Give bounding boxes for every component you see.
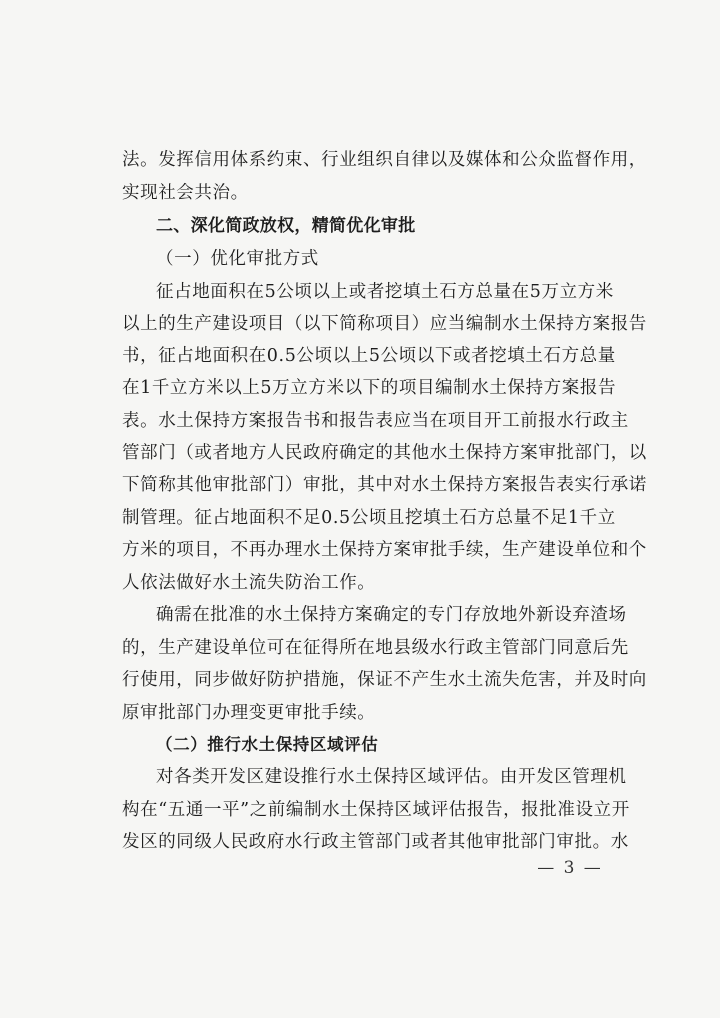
body-text-line: 下简称其他审批部门）审批，其中对水土保持方案报告表实行承诺 <box>122 475 647 495</box>
body-text-line: 发区的同级人民政府水行政主管部门或者其他审批部门审批。水 <box>122 832 629 852</box>
body-text-line: 构在“五通一平”之前编制水土保持区域评估报告，报批准设立开 <box>122 800 630 820</box>
subsection-heading: （二）推行水土保持区域评估 <box>156 735 379 754</box>
body-text-line: 行使用，同步做好防护措施，保证不产生水土流失危害，并及时向 <box>122 670 647 690</box>
body-text-line: 在1千立方米以上5万立方米以下的项目编制水土保持方案报告 <box>122 378 617 398</box>
body-text-line: 原审批部门办理变更审批手续。 <box>122 703 376 723</box>
body-text-line: 的，生产建设单位可在征得所在地县级水行政主管部门同意后先 <box>122 638 629 658</box>
body-text-line: 管部门（或者地方人民政府确定的其他水土保持方案审批部门，以 <box>122 443 647 463</box>
body-text-line: 确需在批准的水土保持方案确定的专门存放地外新设弃渣场 <box>156 605 627 625</box>
body-text-line: 以上的生产建设项目（以下简称项目）应当编制水土保持方案报告 <box>122 314 647 334</box>
body-text-line: 征占地面积在5公顷以上或者挖填土石方总量在5万立方米 <box>156 282 614 302</box>
body-text-line: 方米的项目，不再办理水土保持方案审批手续，生产建设单位和个 <box>122 540 647 560</box>
body-text-line: 实现社会共治。 <box>122 183 249 203</box>
page-number: — 3 — <box>537 858 603 878</box>
body-text-line: 书，征占地面积在0.5公顷以上5公顷以下或者挖填土石方总量 <box>122 346 616 366</box>
body-text-line: 对各类开发区建设推行水土保持区域评估。由开发区管理机 <box>156 767 627 787</box>
body-text-line: 表。水土保持方案报告书和报告表应当在项目开工前报水行政主 <box>122 411 629 431</box>
section-heading: 二、深化简政放权，精简优化审批 <box>156 216 416 236</box>
subsection-heading: （一）优化审批方式 <box>156 249 319 269</box>
body-text-line: 制管理。征占地面积不足0.5公顷且挖填土石方总量不足1千立 <box>122 508 616 528</box>
body-text-line: 法。发挥信用体系约束、行业组织自律以及媒体和公众监督作用， <box>122 150 647 170</box>
body-text-line: 人依法做好水土流失防治工作。 <box>122 573 376 593</box>
